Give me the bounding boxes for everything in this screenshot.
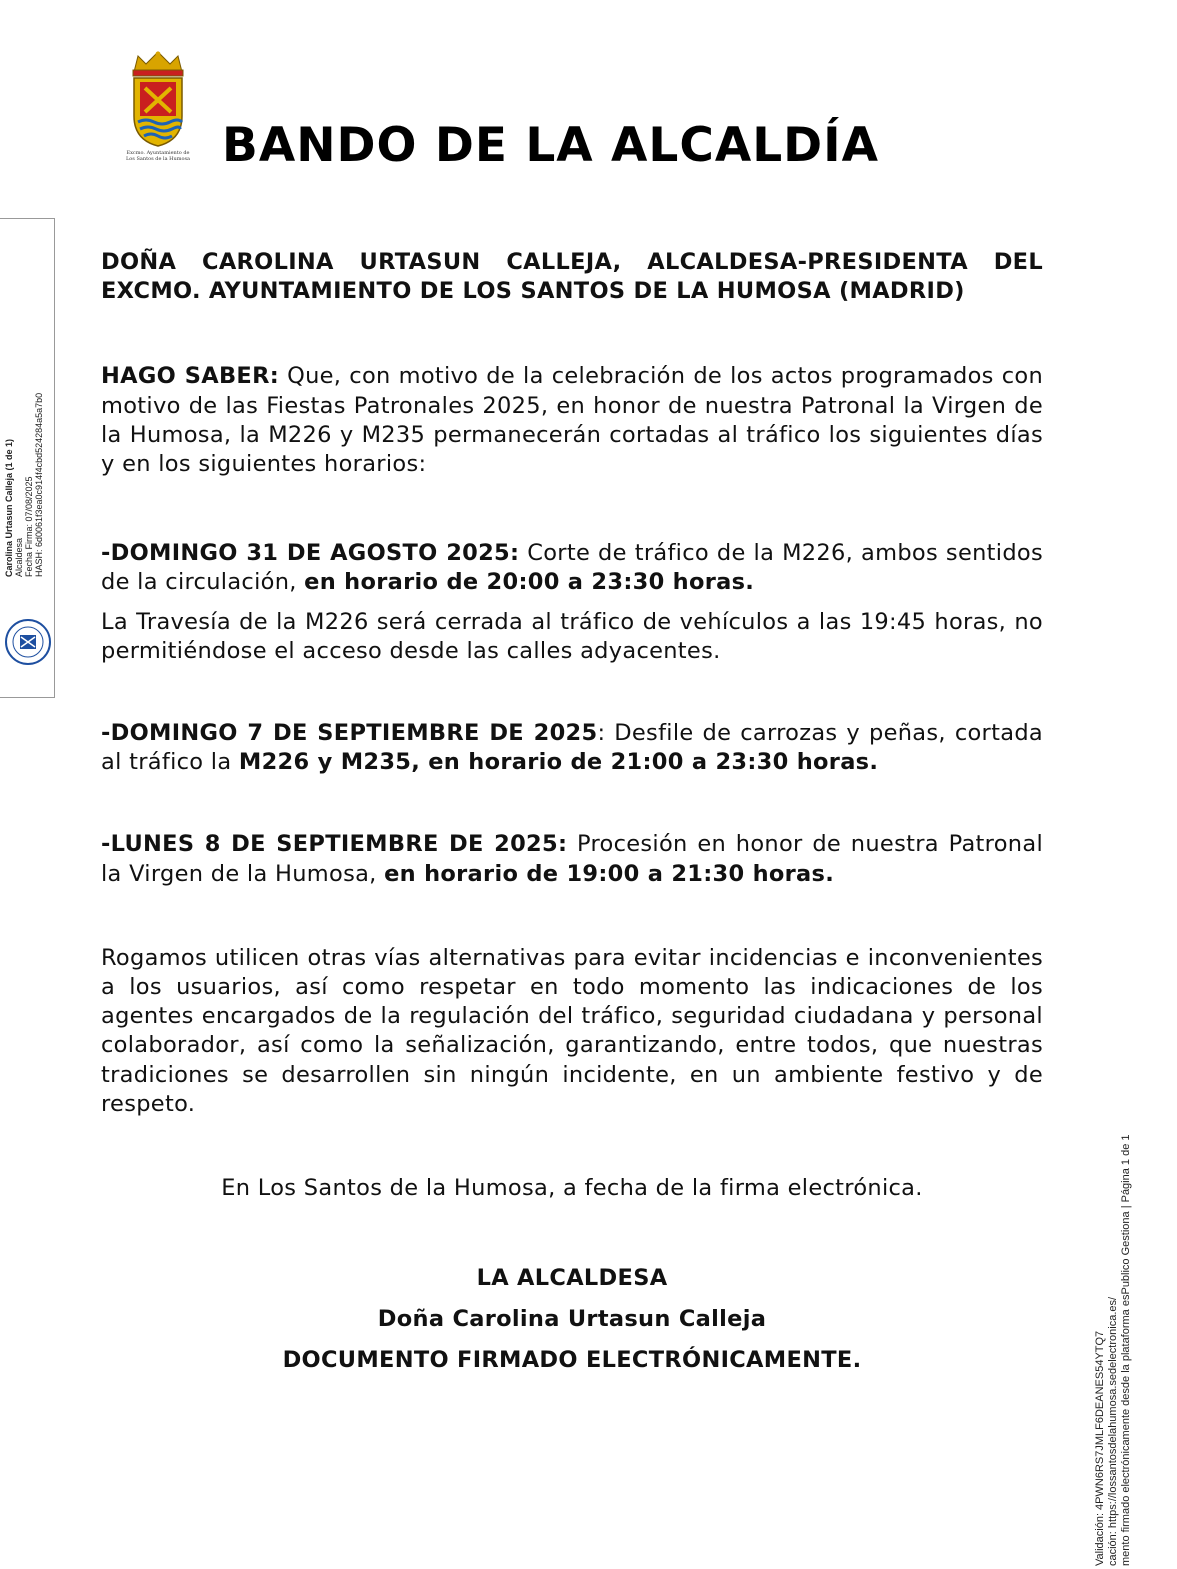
document-body xyxy=(101,248,1043,1381)
seal-icon xyxy=(3,617,53,667)
day1-label: -DOMINGO 31 DE AGOSTO 2025: xyxy=(101,540,520,567)
platform-page-note: mento firmado electrónicamente desde la plataforma esPublico Gestiona | Página 1 de 1 xyxy=(1120,1134,1132,1566)
verification-url: cación: https://lossantosdelahumosa.sedelectronica.es/ xyxy=(1107,1296,1119,1566)
signature-block xyxy=(101,1258,1043,1381)
day2-text: : Desfile de carrozas y peñas, cortada al tráfico la xyxy=(101,720,1043,776)
signature-name: Doña Carolina Urtasun Calleja xyxy=(377,1306,767,1333)
crest-caption-line-1: Excmo. Ayuntamiento de xyxy=(126,150,190,156)
day3-paragraph xyxy=(101,830,1043,888)
day3-hours: en horario de 19:00 a 21:30 horas. xyxy=(384,860,835,887)
day2-hours: M226 y M235, en horario de 21:00 a 23:30 horas. xyxy=(238,749,879,776)
verification-strip xyxy=(1094,1135,1133,1567)
signature-date: Fecha Firma: 07/08/2025 xyxy=(24,476,34,577)
coat-of-arms-icon xyxy=(118,50,198,150)
intro-label: HAGO SABER: xyxy=(101,363,280,390)
day3-text: Procesión en honor de nuestra Patronal la Virgen de la Humosa, xyxy=(101,831,1043,887)
signature-stamp xyxy=(0,218,55,698)
closing-paragraph: Rogamos utilicen otras vías alternativas para evitar incidencias e inconvenientes a los usuarios, así como respetar en todo momento las indicaciones de los agentes encargados de la regulación del tráfico, seguridad ciudadana y personal colaborador, así como la señalización, garantizando, entre todos, que nuestras tradiciones se desarrollen sin ningún incidente, en un ambiente festivo y de respeto. xyxy=(101,944,1043,1117)
intro-paragraph xyxy=(101,362,1043,479)
intro-text: Que, con motivo de la celebración de los actos programados con motivo de las Fiestas Patronales 2025, en honor de nuestra Patronal la Virgen de la Humosa, la M226 y M235 permanecerán cortadas al tráfico los siguientes días y en los siguientes horarios: xyxy=(101,363,1044,478)
day1-paragraph xyxy=(101,539,1043,597)
signature-note: DOCUMENTO FIRMADO ELECTRÓNICAMENTE. xyxy=(282,1347,862,1374)
day1-text: Corte de tráfico de la M226, ambos sentidos de la circulación, xyxy=(101,540,1043,596)
signature-role: LA ALCALDESA xyxy=(476,1265,668,1292)
day2-paragraph xyxy=(101,719,1043,777)
day1-hours: en horario de 20:00 a 23:30 horas. xyxy=(304,569,755,596)
day3-label: -LUNES 8 DE SEPTIEMBRE DE 2025: xyxy=(101,831,568,858)
document-title: BANDO DE LA ALCALDÍA xyxy=(222,118,880,173)
day2-label: -DOMINGO 7 DE SEPTIEMBRE DE 2025 xyxy=(101,720,598,747)
crest-caption-line-2: Los Santos de la Humosa xyxy=(125,156,191,162)
municipal-crest-logo xyxy=(118,50,198,166)
issuer-heading: DOÑA CAROLINA URTASUN CALLEJA, ALCALDESA-PRESIDENTA DEL EXCMO. AYUNTAMIENTO DE LOS SANTOS DE LA HUMOSA (MADRID) xyxy=(101,249,1043,305)
validation-code: Validación: 4PWN6RS7JMLF6DEANES54YTQ7 xyxy=(1094,1330,1106,1566)
place-and-date: En Los Santos de la Humosa, a fecha de la firma electrónica. xyxy=(221,1175,923,1202)
signature-stamp-text xyxy=(4,393,44,577)
signer-role: Alcaldesa xyxy=(14,537,24,577)
crest-caption xyxy=(118,150,198,162)
day1-note: La Travesía de la M226 será cerrada al tráfico de vehículos a las 19:45 horas, no permitiéndose el acceso desde las calles adyacentes. xyxy=(101,608,1043,664)
signature-hash: HASH: 6d0061f3ea0c914f4cbd524284a5a7b0 xyxy=(34,392,44,577)
signer-line: Carolina Urtasun Calleja (1 de 1) xyxy=(4,438,14,577)
